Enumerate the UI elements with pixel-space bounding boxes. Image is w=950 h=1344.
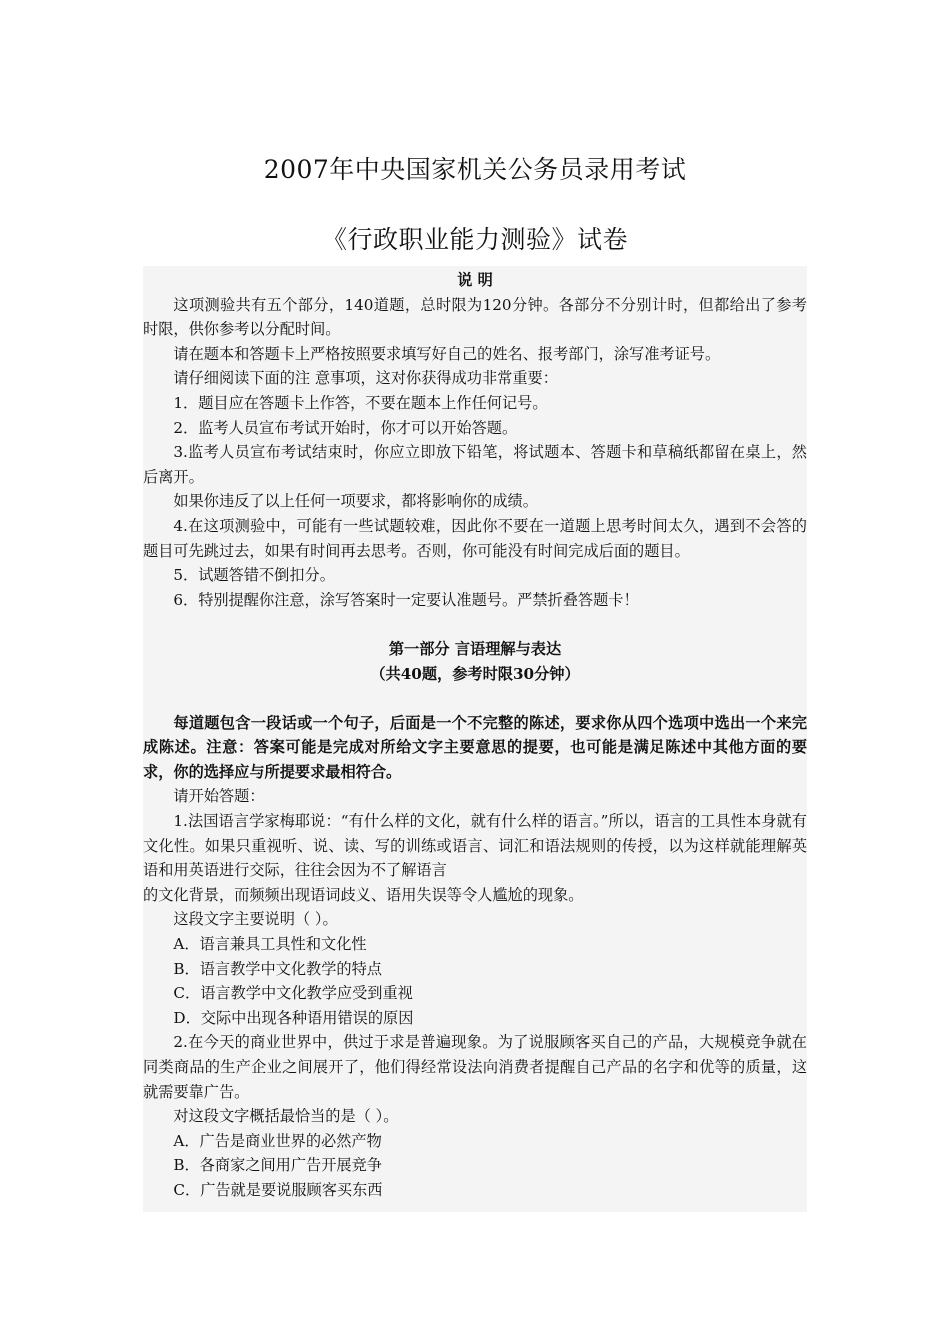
content-panel	[143, 266, 807, 1212]
question-2-option-b: B．各商家之间用广告开展竞争	[173, 1156, 382, 1175]
instructions-item-2: 2．监考人员宣布考试开始时，你才可以开始答题。	[173, 418, 518, 437]
question-2-prompt: 对这段文字概括最恰当的是（ ）。	[173, 1107, 399, 1126]
instructions-paragraph-2: 请在题本和答题卡上严格按照要求填写好自己的姓名、报考部门，涂写准考证号。	[173, 344, 721, 363]
spacer	[143, 612, 807, 637]
instructions-warning: 如果你违反了以上任何一项要求，都将影响你的成绩。	[173, 492, 538, 511]
spacer	[143, 686, 807, 711]
question-2-option-c: C．广告就是要说服顾客买东西	[173, 1180, 383, 1199]
exam-subtitle: 《行政职业能力测验》试卷	[321, 225, 628, 254]
question-1-text-b: 的文化背景，而频频出现语词歧义、语用失误等令人尴尬的现象。	[143, 885, 584, 904]
part1-heading: 第一部分 言语理解与表达	[388, 639, 562, 658]
instructions-item-4: 4.在这项测验中，可能有一些试题较难，因此你不要在一道题上思考时间太久，遇到不会答的题目可先跳过去，如果有时间再去思考。否则，你可能没有时间完成后面的题目。	[143, 516, 807, 560]
part1-subheading: （共40题，参考时限30分钟）	[370, 664, 580, 683]
exam-title: 2007年中央国家机关公务员录用考试	[263, 155, 687, 184]
instructions-item-3: 3.监考人员宣布考试结束时，你应立即放下铅笔，将试题本、答题卡和草稿纸都留在桌上，然后离开。	[143, 443, 807, 486]
instructions-item-1: 1．题目应在答题卡上作答，不要在题本上作任何记号。	[173, 393, 548, 412]
question-1-option-c: C．语言教学中文化教学应受到重视	[173, 984, 413, 1003]
instructions-paragraph-3: 请仔细阅读下面的注 意事项，这对你获得成功非常重要：	[173, 369, 558, 388]
question-1-option-d: D．交际中出现各种语用错误的原因	[173, 1008, 414, 1027]
instructions-item-5: 5．试题答错不倒扣分。	[173, 566, 335, 585]
question-1-prompt: 这段文字主要说明（ ）。	[173, 910, 338, 929]
content-body	[143, 266, 807, 1203]
start-prompt: 请开始答题：	[173, 787, 265, 806]
instructions-paragraph-1: 这项测验共有五个部分，140道题，总时限为120分钟。各部分不分别计时，但都给出了参考时限，供你参考以分配时间。	[143, 295, 807, 339]
question-1-option-a: A．语言兼具工具性和文化性	[173, 935, 367, 954]
instructions-item-6: 6．特别提醒你注意，涂写答案时一定要认准题号。严禁折叠答题卡！	[173, 590, 639, 609]
question-1-text-a: 1.法国语言学家梅耶说：“有什么样的文化，就有什么样的语言。”所以，语言的工具性本身就有文化性。如果只重视听、说、读、写的训练或语言、词汇和语法规则的传授，以为这样就能理解英语和用英语进行交际，往往会因为不了解语言	[143, 812, 807, 880]
question-1-option-b: B．语言教学中文化教学的特点	[173, 959, 382, 978]
question-2-text: 2.在今天的商业世界中，供过于求是普遍现象。为了说服顾客买自己的产品，大规模竞争就在同类商品的生产企业之间展开了，他们得经常设法向消费者提醒自己产品的名字和优等的质量，这就需要靠广告。	[143, 1033, 807, 1101]
instructions-heading: 说 明	[457, 271, 493, 289]
question-2-option-a: A．广告是商业世界的必然产物	[173, 1131, 382, 1150]
part1-directions: 每道题包含一段话或一个句子，后面是一个不完整的陈述，要求你从四个选项中选出一个来完成陈述。注意：答案可能是完成对所给文字主要意思的提要，也可能是满足陈述中其他方面的要求，你的选择应与所提要求最相符合。	[143, 713, 807, 781]
